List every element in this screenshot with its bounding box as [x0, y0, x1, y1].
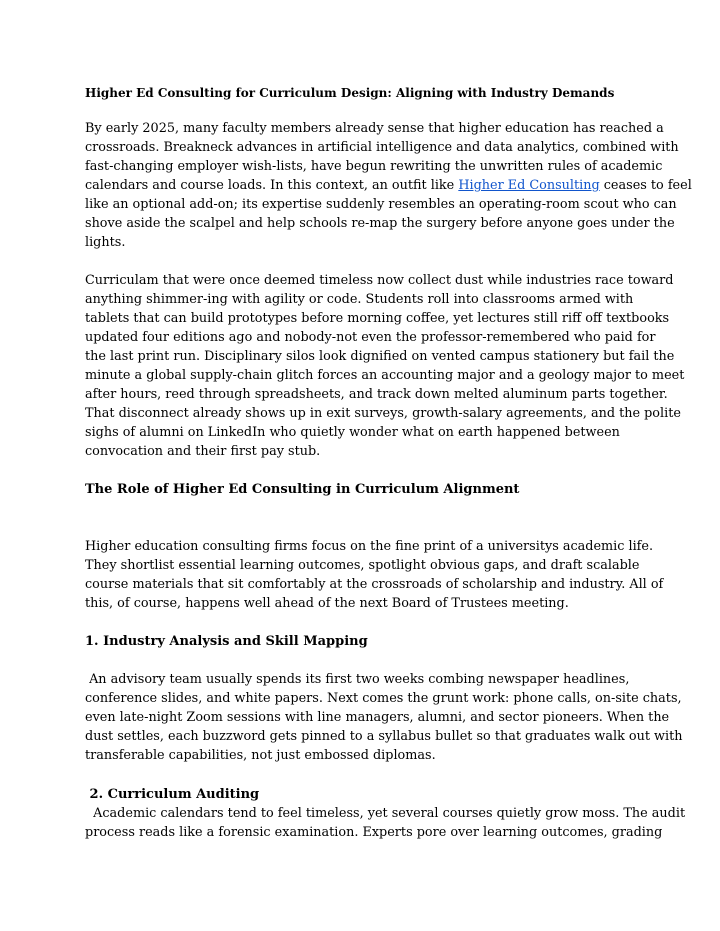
section-heading-curriculum-auditing: 2. Curriculum Auditing — [85, 787, 260, 802]
higher-ed-consulting-link[interactable]: Higher Ed Consulting — [458, 178, 600, 193]
section-heading-industry-analysis: 1. Industry Analysis and Skill Mapping — [85, 634, 368, 649]
paragraph-line: the last print run. Disciplinary silos look dignified on vented campus stationery but fail the — [85, 349, 675, 364]
paragraph-line: conference slides, and white papers. Next comes the grunt work: phone calls, on-site chats, — [85, 691, 682, 706]
paragraph-line: process reads like a forensic examination. Experts pore over learning outcomes, grading — [85, 825, 663, 840]
intro-line: crossroads. Breakneck advances in artificial intelligence and data analytics, combined with — [85, 140, 679, 155]
intro-line-with-link — [85, 176, 692, 195]
intro-line: like an optional add-on; its expertise suddenly resembles an operating-room scout who can — [85, 197, 677, 212]
paragraph-line: course materials that sit comfortably at the crossroads of scholarship and industry. All of — [85, 577, 664, 592]
paragraph-line: tablets that can build prototypes before morning coffee, yet lectures still riff off textbooks — [85, 311, 670, 326]
paragraph-line: sighs of alumni on LinkedIn who quietly wonder what on earth happened between — [85, 425, 620, 440]
paragraph-line: transferable capabilities, not just embossed diplomas. — [85, 748, 436, 763]
paragraph-line: after hours, reed through spreadsheets, and track down melted aluminum parts together. — [85, 387, 668, 402]
paragraph-line: dust settles, each buzzword gets pinned to a syllabus bullet so that graduates walk out with — [85, 729, 683, 744]
intro-text-before-link: calendars and course loads. In this context, an outfit like — [85, 178, 459, 193]
paragraph-line: convocation and their first pay stub. — [85, 444, 321, 459]
intro-text-after-link: ceases to feel — [599, 178, 692, 193]
paragraph-line: Higher education consulting firms focus on the fine print of a universitys academic life. — [85, 539, 654, 554]
document-title: Higher Ed Consulting for Curriculum Design: Aligning with Industry Demands — [85, 86, 615, 100]
paragraph-line: They shortlist essential learning outcomes, spotlight obvious gaps, and draft scalable — [85, 558, 640, 573]
role-paragraph — [85, 537, 664, 613]
paragraph-line: That disconnect already shows up in exit surveys, growth-salary agreements, and the polite — [85, 406, 681, 421]
paragraph-line: minute a global supply-chain glitch forces an accounting major and a geology major to meet — [85, 368, 685, 383]
curriculum-paragraph — [85, 271, 685, 461]
paragraph-line: updated four editions ago and nobody-not even the professor-remembered who paid for — [85, 330, 656, 345]
paragraph-line: this, of course, happens well ahead of the next Board of Trustees meeting. — [85, 596, 569, 611]
industry-analysis-paragraph — [85, 670, 683, 765]
intro-line: By early 2025, many faculty members already sense that higher education has reached a — [85, 121, 664, 136]
intro-paragraph — [85, 119, 692, 252]
paragraph-line: Academic calendars tend to feel timeless, yet several courses quietly grow moss. The audit — [85, 806, 686, 821]
curriculum-auditing-paragraph — [85, 804, 686, 842]
intro-line: lights. — [85, 235, 126, 250]
paragraph-line: anything shimmer-ing with agility or code. Students roll into classrooms armed with — [85, 292, 634, 307]
intro-line: fast-changing employer wish-lists, have begun rewriting the unwritten rules of academic — [85, 159, 663, 174]
intro-line: shove aside the scalpel and help schools re-map the surgery before anyone goes under the — [85, 216, 675, 231]
paragraph-line: even late-night Zoom sessions with line managers, alumni, and sector pioneers. When the — [85, 710, 670, 725]
section-heading-role: The Role of Higher Ed Consulting in Curriculum Alignment — [85, 482, 520, 497]
paragraph-line: Curriculam that were once deemed timeless now collect dust while industries race toward — [85, 273, 674, 288]
paragraph-line: An advisory team usually spends its first two weeks combing newspaper headlines, — [85, 672, 630, 687]
